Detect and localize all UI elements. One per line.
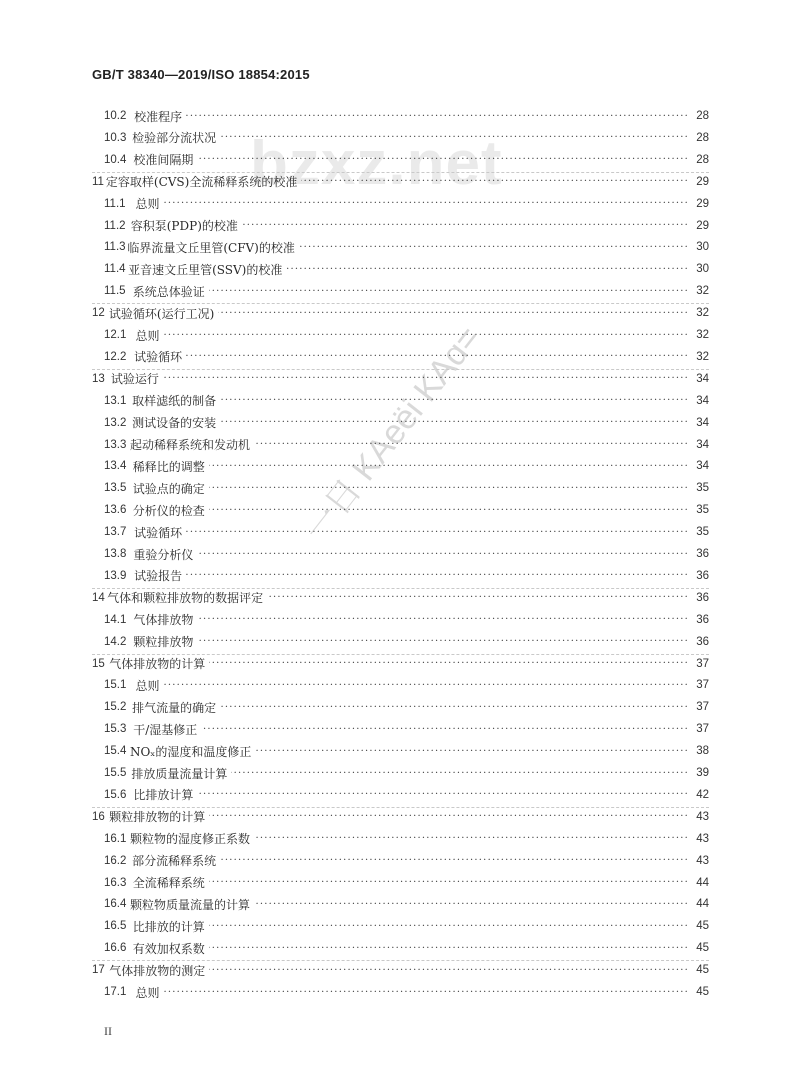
toc-entry-title: 气体和颗粒排放物的数据评定 [107,591,264,606]
toc-entry-title: 分析仪的检查 [132,503,205,518]
toc-entry-page: 32 [696,307,709,320]
toc-entry-title: 比排放计算 [133,788,194,803]
toc-entry-page: 34 [696,438,709,451]
toc-entry-page: 36 [696,613,709,626]
toc-chapter-entry[interactable] [92,172,709,192]
toc-section-entry[interactable] [104,281,709,301]
toc-entry-title: 重验分析仪 [133,547,194,562]
toc-leader-dots [255,746,691,757]
toc-leader-dots [254,833,691,844]
toc-entry-page: 29 [696,175,709,188]
toc-entry-page: 43 [696,854,709,867]
toc-entry-page: 32 [696,350,709,363]
toc-leader-dots [163,330,691,341]
toc-section-entry[interactable] [104,325,709,345]
toc-leader-dots [209,461,691,472]
toc-section-entry[interactable] [104,522,709,542]
toc-entry-title: 颗粒排放物 [133,635,194,650]
toc-leader-dots [197,549,691,560]
toc-leader-dots [220,132,691,143]
toc-entry-number: 13 [92,372,105,385]
diagonal-watermark: 一日 KAeёi KAɑ= [297,319,489,549]
toc-section-entry[interactable] [104,697,709,717]
toc-leader-dots [242,220,691,231]
toc-entry-number: 10.3 [104,131,127,144]
toc-section-entry[interactable] [104,194,709,214]
toc-entry-number: 11.4 [104,263,126,276]
toc-entry-number: 12.1 [104,329,127,341]
toc-entry-title: 气体排放物的计算 [109,657,206,671]
toc-entry-page: 37 [696,701,709,714]
toc-entry-number: 13.8 [104,548,127,560]
toc-entry-page: 35 [696,504,709,517]
site-watermark: bzxz.net [250,129,503,198]
toc-leader-dots [201,724,691,735]
toc-leader-dots [209,483,691,494]
toc-entry-title: 试验点的确定 [132,481,205,496]
toc-entry-title: 试验循环(运行工况) [108,306,215,321]
toc-entry-number: 11.3 [104,241,126,254]
toc-section-entry[interactable] [104,435,709,455]
toc-section-entry[interactable] [104,741,709,761]
toc-entry-page: 29 [696,219,709,232]
toc-entry-number: 12.2 [104,350,127,363]
toc-entry-title: 总则 [135,678,160,693]
toc-chapter-entry[interactable] [92,807,709,827]
toc-entry-title: 颗粒物的湿度修正系数 [130,832,251,847]
toc-leader-dots [231,768,691,779]
toc-leader-dots [220,855,691,866]
toc-entry-page: 28 [696,110,709,122]
toc-leader-dots [220,395,691,406]
toc-section-entry[interactable] [104,478,709,498]
toc-entry-title: 颗粒物质量流量的计算 [130,897,251,912]
toc-leader-dots [197,614,691,625]
toc-entry-page: 32 [696,285,709,298]
toc-leader-dots [163,373,691,384]
toc-leader-dots [197,154,691,165]
toc-section-entry[interactable] [104,150,709,170]
toc-entry-number: 14.1 [104,613,127,626]
toc-section-entry[interactable] [104,719,709,739]
toc-section-entry[interactable] [104,128,709,148]
toc-entry-title: 系统总体验证 [132,284,205,299]
toc-entry-number: 10.4 [104,153,127,166]
toc-entry-number: 16.5 [104,920,127,933]
toc-entry-title: 总则 [135,197,160,212]
toc-leader-dots [220,417,691,428]
toc-section-entry[interactable] [104,500,709,520]
page-numeral-footer: II [104,1024,112,1038]
toc-section-entry[interactable] [104,391,709,411]
toc-entry-page: 29 [696,197,709,210]
toc-entry-title: 校准程序 [134,109,183,124]
toc-entry-page: 34 [696,416,709,429]
toc-section-entry[interactable] [104,785,709,805]
toc-leader-dots [254,439,691,450]
toc-leader-dots [209,505,691,516]
toc-entry-title: 定容取样(CVS)全流稀释系统的校准 [105,175,298,190]
toc-entry-page: 44 [696,876,709,889]
toc-entry-title: 总则 [135,328,160,343]
toc-entry-page: 34 [696,394,709,407]
toc-entry-number: 15.4 [104,745,127,758]
toc-chapter-entry[interactable] [92,960,709,980]
toc-entry-title: 试验循环 [134,525,183,540]
toc-entry-number: 16.4 [104,898,127,911]
toc-entry-number: 11 [92,175,104,188]
toc-section-entry[interactable] [104,259,709,279]
toc-entry-page: 34 [696,460,709,473]
toc-section-entry[interactable] [104,413,709,433]
toc-entry-number: 15 [92,657,105,670]
toc-entry-title: 容积泵(PDP)的校准 [130,219,238,233]
toc-section-entry[interactable] [104,916,709,936]
toc-entry-page: 30 [696,241,709,254]
toc-entry-number: 13.4 [104,460,127,473]
toc-leader-dots [209,658,691,669]
toc-leader-dots [197,789,691,800]
toc-section-entry[interactable] [104,632,709,652]
toc-entry-number: 15.1 [104,679,127,692]
toc-entry-page: 45 [696,964,709,977]
toc-leader-dots [286,264,691,275]
toc-section-entry[interactable] [104,456,709,476]
toc-entry-title: 排气流量的确定 [132,700,217,715]
toc-entry-number: 11.1 [104,197,126,210]
toc-entry-page: 44 [696,898,709,911]
toc-entry-number: 16.1 [104,832,127,845]
toc-entry-title: NOₓ的湿度和温度修正 [129,744,252,759]
toc-entry-title: 总则 [135,985,160,1000]
toc-entry-number: 10.2 [104,110,127,122]
toc-entry-number: 17.1 [104,986,127,998]
toc-entry-page: 43 [696,832,709,845]
toc-entry-page: 37 [696,657,709,670]
toc-entry-title: 颗粒排放物的计算 [109,810,206,825]
toc-entry-number: 12 [92,307,105,320]
toc-chapter-entry[interactable] [92,654,709,674]
toc-entry-number: 13.2 [104,416,127,429]
toc-entry-number: 16.3 [104,876,127,889]
toc-entry-page: 37 [696,723,709,736]
toc-entry-number: 13.3 [104,438,127,451]
toc-entry-title: 排放质量流量计算 [131,766,228,781]
toc-section-entry[interactable] [104,982,709,1002]
toc-entry-number: 15.3 [104,723,127,736]
toc-chapter-entry[interactable] [92,303,709,323]
toc-entry-page: 30 [696,263,709,276]
toc-entry-number: 11.2 [104,219,126,232]
toc-leader-dots [209,965,691,976]
toc-entry-title: 取样滤纸的制备 [132,394,217,409]
toc-entry-page: 42 [696,788,709,801]
toc-section-entry[interactable] [104,894,709,914]
toc-entry-page: 34 [696,372,709,385]
toc-entry-number: 14.2 [104,635,127,648]
toc-section-entry[interactable] [104,873,709,893]
toc-entry-title: 干/湿基修正 [133,722,198,737]
toc-entry-page: 35 [696,526,709,539]
toc-entry-title: 部分流稀释系统 [132,854,217,869]
toc-entry-title: 全流稀释系统 [132,876,205,890]
toc-entry-page: 28 [696,131,709,144]
toc-leader-dots [163,198,691,209]
toc-leader-dots [197,636,691,647]
toc-section-entry[interactable] [104,675,709,695]
toc-leader-dots [163,680,691,691]
toc-chapter-entry[interactable] [92,588,709,608]
toc-entry-title: 有效加权系数 [132,941,205,956]
toc-entry-page: 38 [696,745,709,758]
toc-entry-page: 36 [696,591,709,604]
toc-entry-title: 比排放的计算 [132,919,205,934]
toc-entry-number: 13.5 [104,482,127,495]
toc-section-entry[interactable] [104,851,709,871]
toc-leader-dots [299,242,691,253]
toc-leader-dots [267,592,691,603]
toc-entry-page: 45 [696,920,709,933]
toc-section-entry[interactable] [104,610,709,630]
toc-entry-number: 15.2 [104,701,127,714]
toc-entry-page: 32 [696,329,709,341]
toc-entry-page: 36 [696,635,709,648]
toc-chapter-entry[interactable] [92,369,709,389]
toc-leader-dots [163,987,691,998]
toc-entry-title: 检验部分流状况 [132,131,217,146]
toc-section-entry[interactable] [104,237,709,257]
toc-entry-page: 36 [696,569,709,582]
toc-entry-title: 试验循环 [134,350,183,365]
toc-entry-page: 45 [696,942,709,955]
toc-leader-dots [209,286,691,297]
toc-entry-page: 36 [696,548,709,560]
toc-section-entry[interactable] [104,763,709,783]
toc-section-entry[interactable] [104,347,709,367]
toc-entry-title: 起动稀释系统和发动机 [130,438,251,452]
toc-entry-title: 临界流量文丘里管(CFV)的校准 [127,240,295,255]
toc-entry-page: 37 [696,679,709,692]
toc-entry-title: 校准间隔期 [133,153,194,168]
toc-entry-number: 13.1 [104,394,127,407]
toc-leader-dots [220,702,691,713]
toc-entry-number: 15.5 [104,767,127,779]
toc-leader-dots [209,921,691,932]
toc-leader-dots [186,351,691,362]
toc-leader-dots [301,176,691,187]
toc-entry-number: 16.6 [104,942,127,955]
toc-section-entry[interactable] [104,216,709,236]
toc-entry-page: 35 [696,482,709,495]
toc-section-entry[interactable] [104,938,709,958]
toc-section-entry[interactable] [104,544,709,564]
toc-leader-dots [186,570,691,581]
toc-entry-title: 气体排放物的测定 [109,963,206,978]
toc-leader-dots [209,943,691,954]
toc-entry-number: 16.2 [104,854,127,867]
toc-entry-title: 试验运行 [110,372,159,387]
toc-entry-number: 14 [92,591,105,604]
toc-section-entry[interactable] [104,106,709,126]
toc-entry-page: 28 [696,153,709,166]
toc-section-entry[interactable] [104,566,709,586]
toc-leader-dots [186,527,691,538]
toc-entry-number: 17 [92,964,105,977]
toc-entry-number: 15.6 [104,788,127,801]
toc-entry-title: 稀释比的调整 [132,459,205,474]
toc-leader-dots [209,877,691,888]
toc-entry-title: 气体排放物 [133,613,194,628]
toc-entry-number: 11.5 [104,285,126,298]
toc-leader-dots [209,811,691,822]
toc-entry-number: 13.6 [104,504,127,517]
toc-entry-page: 39 [696,767,709,779]
toc-entry-title: 测试设备的安装 [132,416,217,431]
toc-entry-title: 亚音速文丘里管(SSV)的校准 [128,262,283,277]
toc-leader-dots [218,308,691,319]
toc-section-entry[interactable] [104,829,709,849]
toc-leader-dots [254,899,691,910]
toc-entry-number: 16 [92,810,105,823]
toc-entry-page: 45 [696,986,709,998]
standard-code-header: GB/T 38340—2019/ISO 18854:2015 [92,67,310,82]
toc-leader-dots [186,111,691,122]
toc-entry-number: 13.7 [104,526,127,539]
toc-entry-number: 13.9 [104,569,127,582]
toc-entry-page: 43 [696,810,709,823]
toc-entry-title: 试验报告 [134,569,183,584]
